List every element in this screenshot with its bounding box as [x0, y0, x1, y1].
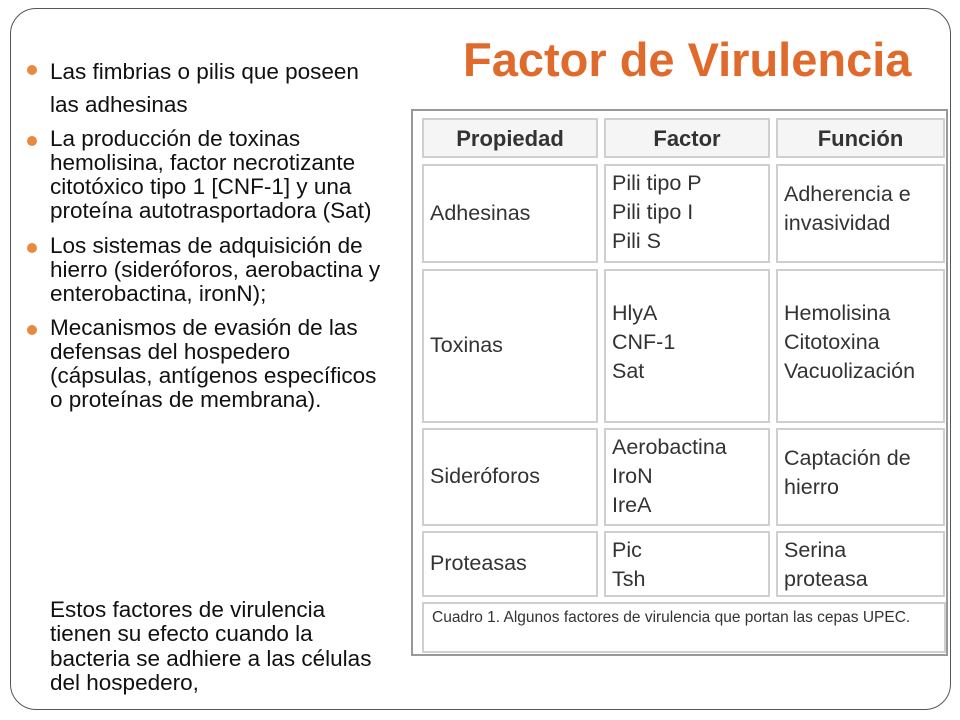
table-header-funcion: Función	[776, 118, 945, 158]
virulence-factors-table	[411, 109, 948, 656]
table-header-factor: Factor	[604, 118, 770, 158]
table-cell-funcion: Captación de hierro	[776, 428, 945, 526]
bullet-text: Las fimbrias o pilis que poseen las adhesinas	[50, 59, 359, 117]
table-cell-propiedad: Proteasas	[422, 531, 598, 597]
closing-text: Estos factores de virulencia tienen su efecto cuando la bacteria se adhiere a las células del hospedero,	[50, 597, 372, 695]
table-cell-factor: Aerobactina IroN IreA	[604, 428, 770, 526]
table-cell-factor: Pili tipo P Pili tipo I Pili S	[604, 164, 770, 263]
bullet-text: Los sistemas de adquisición de hierro (sideróforos, aerobactina y enterobactina, ironN);	[50, 232, 381, 306]
bullet-item	[22, 56, 382, 121]
table-cell-factor: HlyA CNF-1 Sat	[604, 269, 770, 423]
bullet-text: Mecanismos de evasión de las defensas del hospedero (cápsulas, antígenos específicos o proteínas de membrana).	[50, 314, 377, 412]
bullet-dot-icon	[27, 243, 37, 253]
table-caption: Cuadro 1. Algunos factores de virulencia que portan las cepas UPEC.	[422, 602, 946, 653]
table-cell-funcion: Hemolisina Citotoxina Vacuolización	[776, 269, 945, 423]
table-cell-propiedad: Toxinas	[422, 269, 598, 423]
bullet-dot-icon	[27, 65, 37, 75]
table-cell-funcion: Adherencia e invasividad	[776, 164, 945, 263]
table-cell-factor: Pic Tsh	[604, 531, 770, 597]
bullet-item	[22, 234, 382, 306]
bullet-item	[22, 316, 382, 412]
bullet-text: La producción de toxinas hemolisina, factor necrotizante citotóxico tipo 1 [CNF-1] y una proteína autotrasportadora (Sat)	[50, 126, 372, 224]
bullet-dot-icon	[27, 136, 37, 146]
bullet-dot-icon	[27, 325, 37, 335]
table-cell-funcion: Serina proteasa	[776, 531, 945, 597]
slide-title: Factor de Virulencia	[463, 33, 912, 86]
bullet-list	[22, 56, 382, 422]
table-header-propiedad: Propiedad	[422, 118, 598, 158]
bullet-item	[22, 127, 382, 223]
table-cell-propiedad: Sideróforos	[422, 428, 598, 526]
table-cell-propiedad: Adhesinas	[422, 164, 598, 263]
